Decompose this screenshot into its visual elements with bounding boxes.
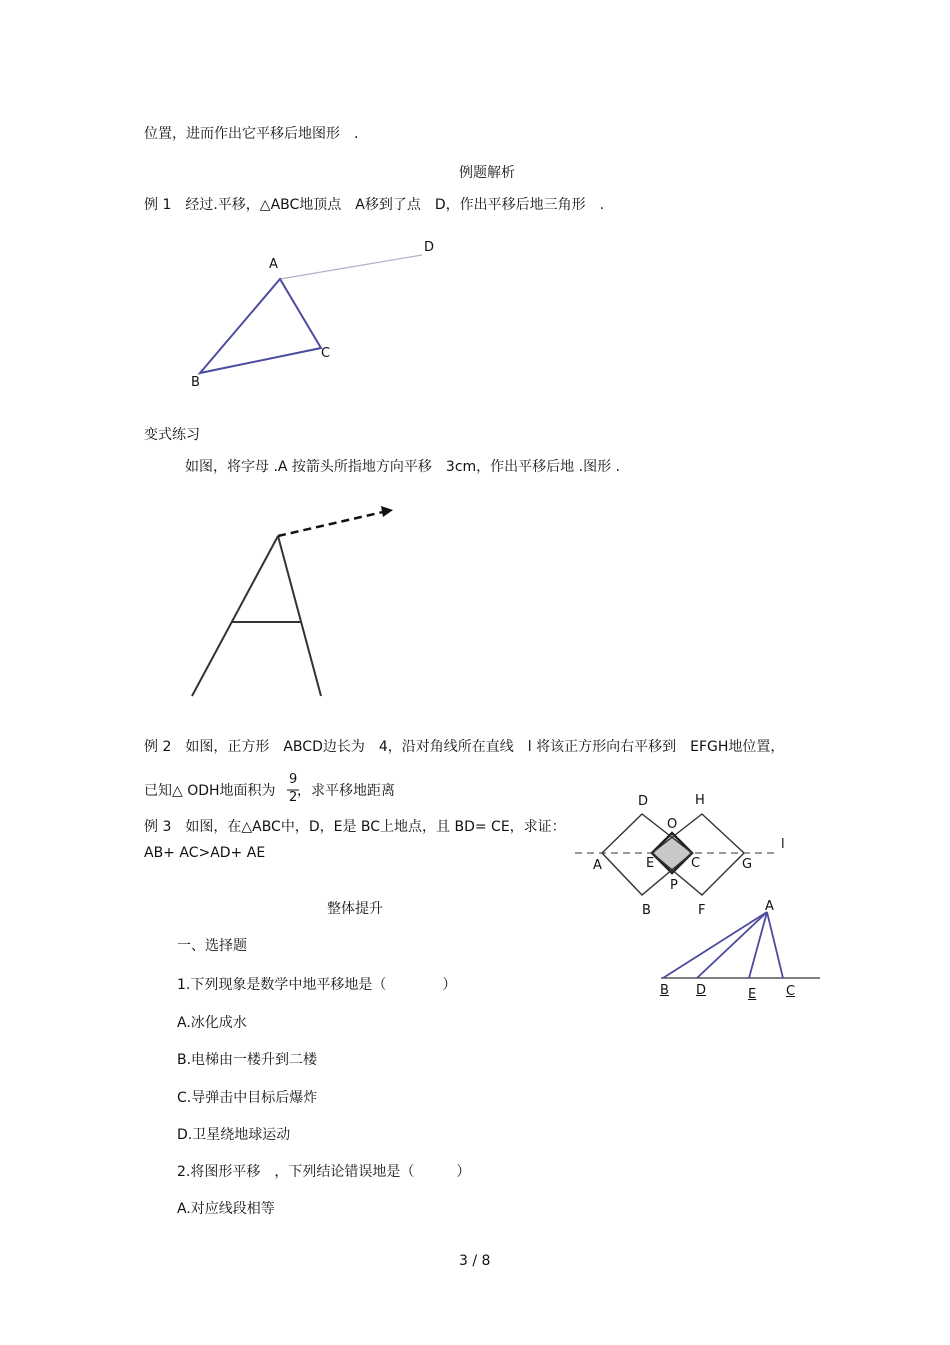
section-examples-heading: 例题解析 <box>459 165 515 181</box>
squares-translation-figure <box>570 800 790 905</box>
sq-label-P: P <box>670 878 678 893</box>
sq-label-B: B <box>642 903 651 918</box>
label-C: C <box>321 346 331 361</box>
question-1-option-d: D.卫星绕地球运动 <box>177 1127 291 1143</box>
sq-label-E: E <box>646 856 655 871</box>
example-3-line-2: AB+ AC>AD+ AE <box>144 845 266 861</box>
label-D: D <box>424 240 435 255</box>
triangle-translation-figure <box>180 235 450 400</box>
question-2: 2.将图形平移 ，下列结论错误地是（ ） <box>177 1164 471 1180</box>
example-3-line-1: 例 3 如图，在△ABC中，D，E是 BC上地点，且 BD= CE，求证： <box>144 819 566 835</box>
sq-label-H: H <box>695 793 705 808</box>
tri-label-B: B <box>660 983 669 998</box>
sq-label-F: F <box>698 903 706 918</box>
label-A: A <box>269 257 278 272</box>
tri-label-A: A <box>765 899 774 914</box>
sq-label-G: G <box>742 857 753 872</box>
sq-label-A: A <box>593 858 602 873</box>
label-B: B <box>191 375 200 390</box>
example-2-line-2a: 已知△ ODH地面积为 <box>144 783 276 799</box>
example-2-line-1: 例 2 如图，正方形 ABCD边长为 4，沿对角线所在直线 l 将该正方形向右平移到 EFGH地位置， <box>144 739 785 755</box>
variant-practice-text: 如图，将字母 .A 按箭头所指地方向平移 3cm，作出平移后地 .图形 . <box>185 459 620 475</box>
variant-practice-title: 变式练习 <box>144 427 200 443</box>
sq-label-l: l <box>781 837 785 852</box>
sq-label-O: O <box>667 817 678 832</box>
fraction-denominator: 2 <box>289 790 298 805</box>
question-1-option-a: A.冰化成水 <box>177 1015 247 1031</box>
sq-label-C: C <box>691 856 701 871</box>
fraction-numerator: 9 <box>289 772 298 787</box>
example-2-line-2b: ，求平移地距离 <box>297 783 395 799</box>
question-2-option-a: A.对应线段相等 <box>177 1201 275 1217</box>
question-1-option-b: B.电梯由一楼升到二楼 <box>177 1052 318 1068</box>
letter-a-figure <box>185 500 405 700</box>
tri-label-E: E <box>748 987 757 1002</box>
choice-section-title: 一、选择题 <box>177 938 247 954</box>
page-number: 3 / 8 <box>459 1253 491 1269</box>
example-1-text: 例 1 经过.平移，△ABC地顶点 A移到了点 D，作出平移后地三角形 . <box>144 197 605 213</box>
section-improve-heading: 整体提升 <box>327 901 383 917</box>
tri-label-D: D <box>696 983 707 998</box>
triangle-bdec-figure <box>655 900 825 985</box>
tri-label-C: C <box>786 984 796 999</box>
intro-line: 位置，进而作出它平移后地图形 . <box>144 126 359 142</box>
question-1: 1.下列现象是数学中地平移地是（ ） <box>177 977 457 993</box>
sq-label-D: D <box>638 794 649 809</box>
question-1-option-c: C.导弹击中目标后爆炸 <box>177 1090 318 1106</box>
